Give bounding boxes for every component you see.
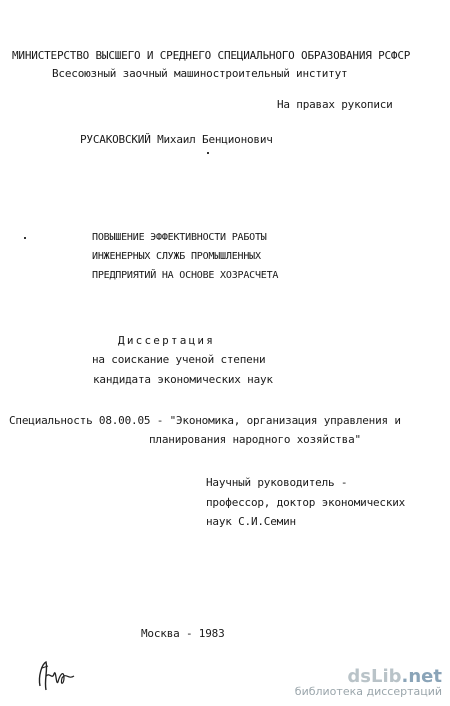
site-watermark [295, 666, 442, 698]
ministry-header: МИНИСТЕРСТВО ВЫСШЕГО И СРЕДНЕГО СПЕЦИАЛЬНОГО ОБРАЗОВАНИЯ РСФСР [12, 49, 411, 62]
thesis-title-line-3: ПРЕДПРИЯТИЙ НА ОСНОВЕ ХОЗРАСЧЕТА [92, 270, 279, 281]
degree-line-1: на соискание ученой степени [92, 353, 266, 366]
thesis-title-line-2: ИНЖЕНЕРНЫХ СЛУЖБ ПРОМЫШЛЕННЫХ [92, 251, 261, 262]
specialty-line-1: Специальность 08.00.05 - "Экономика, организация управления и [9, 414, 401, 427]
scan-speck [207, 152, 209, 154]
degree-heading: Диссертация [118, 334, 216, 347]
place-and-year: Москва - 1983 [141, 627, 225, 640]
institute-name: Всесоюзный заочный машиностроительный институт [52, 67, 348, 80]
thesis-title-line-1: ПОВЫШЕНИЕ ЭФФЕКТИВНОСТИ РАБОТЫ [92, 232, 267, 243]
watermark-subtitle: библиотека диссертаций [294, 685, 442, 698]
supervisor-line-3: наук С.И.Семин [206, 515, 296, 528]
degree-line-2: кандидата экономических наук [93, 373, 273, 386]
watermark-logo: dsLib.net [347, 666, 442, 687]
author-name: РУСАКОВСКИЙ Михаил Бенционович [80, 133, 273, 146]
handwritten-signature [34, 656, 82, 696]
specialty-line-2: планирования народного хозяйства" [149, 433, 361, 446]
manuscript-note: На правах рукописи [277, 98, 393, 111]
supervisor-line-2: профессор, доктор экономических [206, 496, 406, 509]
supervisor-line-1: Научный руководитель - [206, 476, 348, 489]
scan-speck [24, 237, 26, 239]
